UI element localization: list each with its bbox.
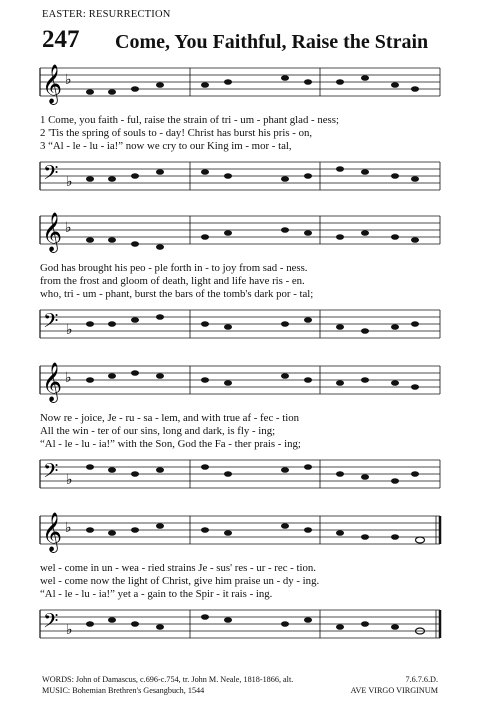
bass-clef-icon: 𝄢: [43, 459, 59, 487]
treble-clef-icon: 𝄞: [42, 64, 63, 104]
music-system-1: [0, 58, 480, 208]
treble-staff: [0, 356, 480, 416]
treble-clef-icon: 𝄞: [42, 212, 63, 252]
music-system-2: [0, 206, 480, 356]
svg-text:♭: ♭: [66, 622, 73, 638]
hymn-number: 247: [42, 26, 80, 53]
tune-info: [351, 675, 438, 696]
bass-staff: [0, 154, 480, 206]
lyric-line-verse-2: 2 'Tis the spring of souls to - day! Christ has burst his pris - on,: [40, 127, 313, 139]
bass-clef-icon: 𝄢: [43, 609, 59, 637]
bass-staff: [0, 602, 480, 654]
lyric-line-verse-3: 3 “Al - le - lu - ia!” now we cry to our King im - mor - tal,: [40, 140, 292, 152]
section-heading: EASTER: RESURRECTION: [42, 9, 171, 20]
credits: [42, 675, 293, 696]
svg-text:♭: ♭: [65, 370, 72, 386]
lyric-line-verse-3: “Al - le - lu - ia!” with the Son, God the Fa - ther prais - ing;: [40, 438, 301, 450]
treble-staff: [0, 506, 480, 566]
music-system-3: [0, 356, 480, 506]
bass-staff: [0, 452, 480, 504]
tune-name: AVE VIRGO VIRGINUM: [350, 685, 438, 695]
bass-clef-icon: 𝄢: [43, 161, 59, 189]
music-system-4: [0, 506, 480, 656]
lyric-line-verse-2: from the frost and gloom of death, light and life have ris - en.: [40, 275, 305, 287]
svg-text:♭: ♭: [66, 322, 73, 338]
lyric-line-verse-1: Now re - joice, Je - ru - sa - lem, and with true af - fec - tion: [40, 412, 300, 424]
svg-text:♭: ♭: [65, 220, 72, 236]
svg-text:♭: ♭: [66, 472, 73, 488]
words-credit: WORDS: John of Damascus, c.696-c.754, tr. John M. Neale, 1818-1866, alt.: [42, 675, 294, 684]
lyric-line-verse-1: 1 Come, you faith - ful, raise the strain of tri - um - phant glad - ness;: [40, 114, 339, 126]
treble-staff: [0, 58, 480, 118]
lyric-line-verse-1: God has brought his peo - ple forth in - to joy from sad - ness.: [40, 262, 308, 274]
lyric-line-verse-2: All the win - ter of our sins, long and dark, is fly - ing;: [40, 425, 276, 437]
treble-clef-icon: 𝄞: [42, 362, 63, 402]
lyric-line-verse-1: wel - come in un - wea - ried strains Je - sus' res - ur - rec - tion.: [40, 562, 316, 574]
svg-text:♭: ♭: [65, 520, 72, 536]
bass-staff: [0, 302, 480, 354]
treble-clef-icon: 𝄞: [42, 512, 63, 552]
meter: 7.6.7.6.D.: [405, 675, 438, 684]
svg-text:♭: ♭: [66, 174, 73, 190]
music-credit: MUSIC: Bohemian Brethren's Gesangbuch, 1544: [42, 685, 205, 695]
lyric-line-verse-3: “Al - le - lu - ia!” yet a - gain to the Spir - it rais - ing.: [40, 588, 273, 600]
bass-clef-icon: 𝄢: [43, 309, 59, 337]
treble-staff: [0, 206, 480, 266]
svg-text:♭: ♭: [65, 72, 72, 88]
lyric-line-verse-2: wel - come now the light of Christ, give him praise un - dy - ing.: [40, 575, 320, 587]
lyric-line-verse-3: who, tri - um - phant, burst the bars of the tomb's dark por - tal;: [40, 288, 314, 300]
hymn-title: Come, You Faithful, Raise the Strain: [115, 31, 429, 53]
